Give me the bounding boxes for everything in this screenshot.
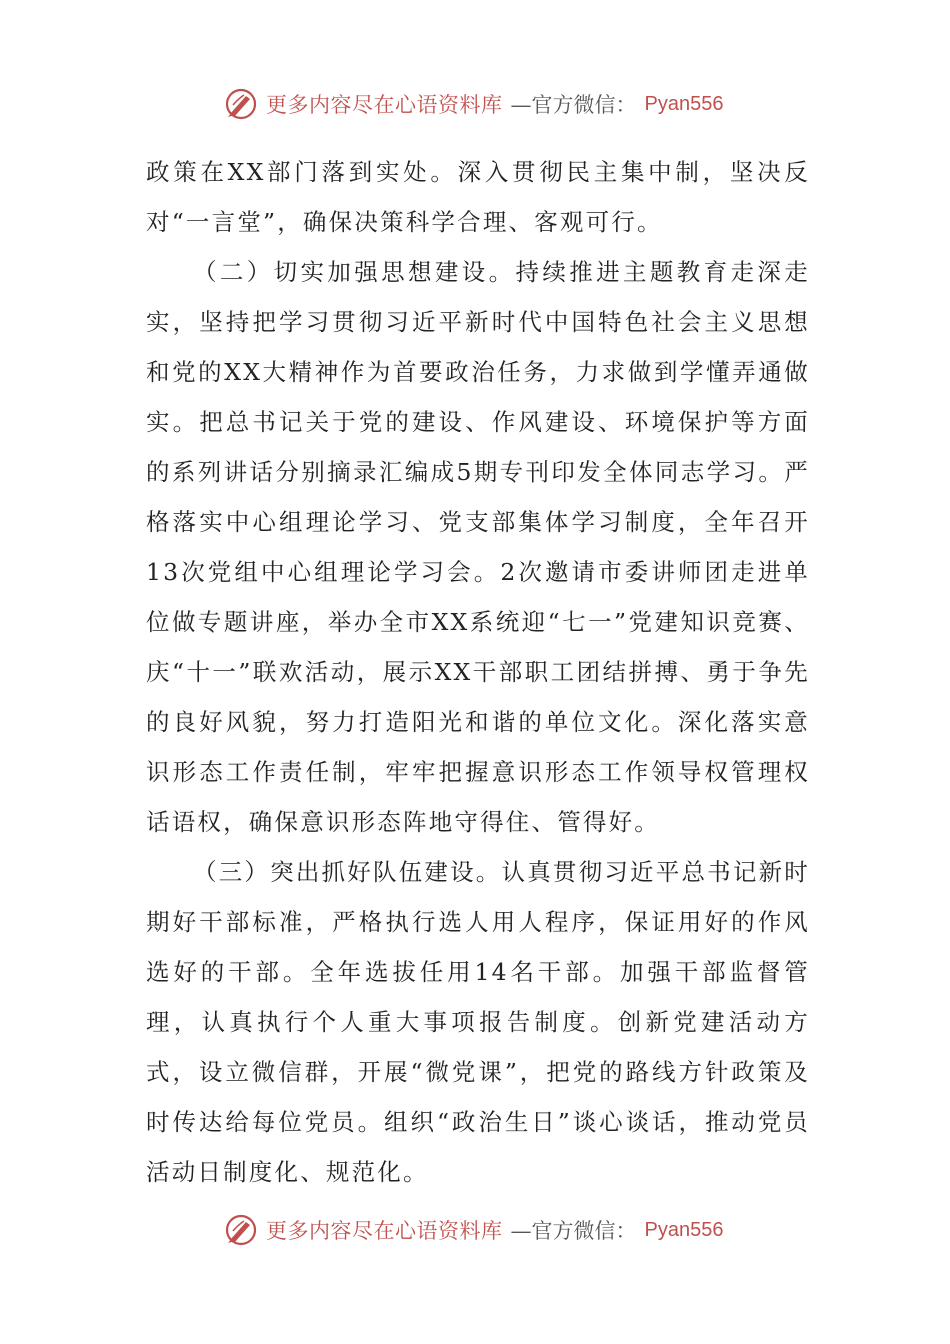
- paragraph-team: （三）突出抓好队伍建设。认真贯彻习近平总书记新时期好干部标准，严格执行选人用人程序，保证用好的作风选好的干部。全年选拔任用14名干部。加强干部监督管理，认真执行个人重大事项报告制度。创新党建活动方式，设立微信群，开展“微党课”，把党的路线方针政策及时传达给每位党员。组织“政治生日”谈心谈话，推动党员活动日制度化、规范化。: [146, 858, 810, 1186]
- footer-banner: [224, 1212, 744, 1248]
- wechat-id: Pyan556: [644, 92, 724, 115]
- paragraph-ideology: （二）切实加强思想建设。持续推进主题教育走深走实，坚持把学习贯彻习近平新时代中国特色社会主义思想和党的XX大精神作为首要政治任务，力求做到学懂弄通做实。把总书记关于党的建设、作风建设、环境保护等方面的系列讲话分别摘录汇编成5期专刊印发全体同志学习。严格落实中心组理论学习、党支部集体学习制度，全年召开13次党组中心组理论学习会。2次邀请市委讲师团走进单位做专题讲座，举办全市XX系统迎“七一”党建知识竞赛、庆“十一”联欢活动，展示XX干部职工团结拼搏、勇于争先的良好风貌，努力打造阳光和谐的单位文化。深化落实意识形态工作责任制，牢牢把握意识形态工作领导权管理权话语权，确保意识形态阵地守得住、管得好。: [146, 258, 810, 836]
- banner-text: 更多内容尽在心语资料库: [266, 93, 503, 117]
- banner-text: 更多内容尽在心语资料库: [266, 1219, 503, 1243]
- pen-logo-icon: [224, 87, 258, 121]
- document-body: [146, 147, 810, 1197]
- wechat-id: Pyan556: [644, 1218, 724, 1241]
- banner-separator-text: —官方微信：: [510, 1219, 637, 1243]
- banner-separator-text: —官方微信：: [510, 93, 637, 117]
- paragraph-continued: 政策在XX部门落到实处。深入贯彻民主集中制，坚决反对“一言堂”，确保决策科学合理、客观可行。: [146, 158, 810, 236]
- pen-logo-icon: [224, 1213, 258, 1247]
- header-banner: [224, 86, 744, 122]
